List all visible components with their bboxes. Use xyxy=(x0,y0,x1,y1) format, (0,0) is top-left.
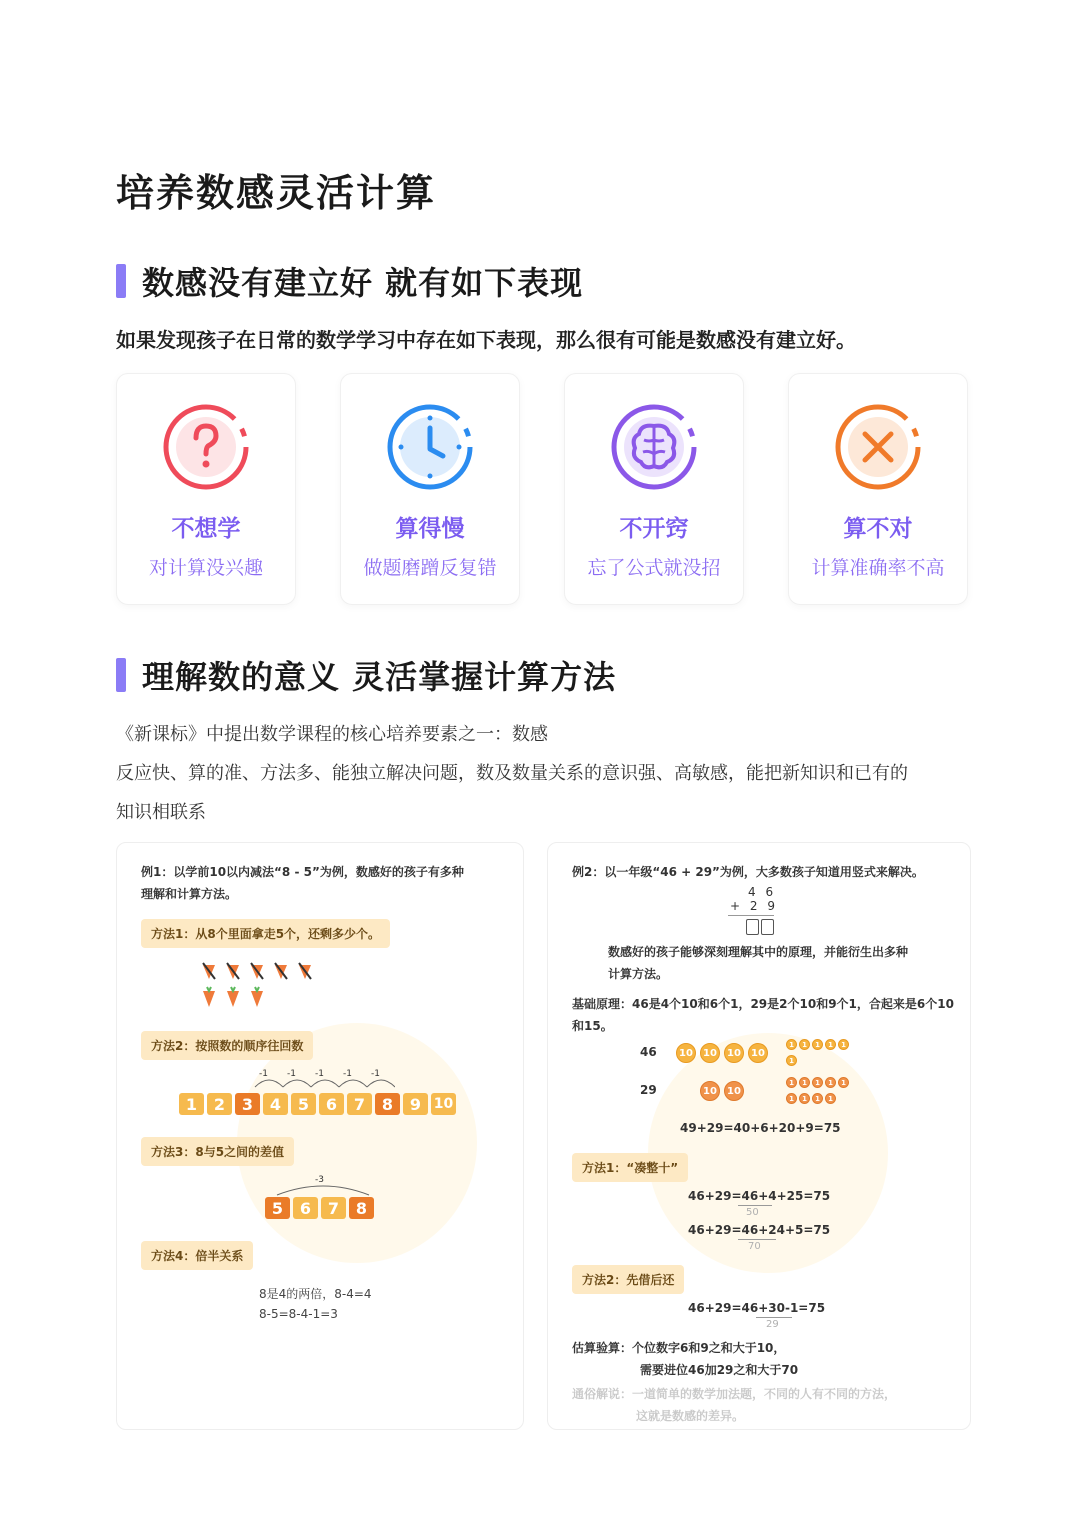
number-box: 3 xyxy=(235,1093,260,1115)
card-title: 算得慢 xyxy=(395,516,465,542)
one-coin: 1 xyxy=(825,1039,836,1050)
estimate-check: 需要进位46加29之和大于70 xyxy=(640,1363,799,1377)
basic-principle: 基础原理：46是4个10和6个1，29是2个10和9个1，合起来是6个10 xyxy=(572,997,954,1011)
ten-coin: 10 xyxy=(700,1043,720,1063)
one-coin: 1 xyxy=(812,1093,823,1104)
method-tag: 方法3：8与5之间的差值 xyxy=(141,1137,294,1166)
number-label: 29 xyxy=(640,1083,657,1097)
description: 数感好的孩子能够深刻理解其中的原理，并能衍生出多种 xyxy=(608,945,909,959)
vertical-top: 4 6 xyxy=(748,885,777,899)
minus-label: -1 xyxy=(315,1069,324,1079)
sum-equation: 49+29=40+6+20+9=75 xyxy=(680,1121,841,1135)
clock-icon xyxy=(387,404,473,490)
example-panel-1 xyxy=(116,842,524,1430)
paragraph: 知识相联系 xyxy=(116,802,206,823)
symptom-card xyxy=(788,373,968,605)
one-coin: 1 xyxy=(799,1077,810,1088)
minus-label: -1 xyxy=(287,1069,296,1079)
section-marker xyxy=(116,264,126,298)
paragraph: 反应快、算的准、方法多、能独立解决问题，数及数量关系的意识强、高敏感，能把新知识和已有的 xyxy=(116,763,908,784)
answer-boxes xyxy=(746,919,774,935)
method-tag: 方法4：倍半关系 xyxy=(141,1241,253,1270)
one-coin: 1 xyxy=(838,1077,849,1088)
tens-coins xyxy=(676,1043,768,1063)
one-coin: 1 xyxy=(838,1039,849,1050)
one-coin: 1 xyxy=(786,1039,797,1050)
symptom-card xyxy=(564,373,744,605)
method-tag: 方法2：按照数的顺序往回数 xyxy=(141,1031,313,1060)
paragraph: 《新课标》中提出数学课程的核心培养要素之一：数感 xyxy=(116,724,548,745)
number-label: 46 xyxy=(640,1045,657,1059)
example-title: 例2：以一年级“46 + 29”为例，大多数孩子知道用竖式来解决。 xyxy=(572,865,924,879)
minus-label: -1 xyxy=(343,1069,352,1079)
vertical-line xyxy=(728,915,774,916)
section-marker xyxy=(116,658,126,692)
equation: 46+29=46+4+25=75 xyxy=(688,1189,831,1203)
number-line xyxy=(179,1093,456,1115)
underline xyxy=(738,1239,776,1240)
one-coin: 1 xyxy=(786,1093,797,1104)
ones-coins xyxy=(786,1077,849,1088)
number-box: 5 xyxy=(291,1093,316,1115)
one-coin: 1 xyxy=(786,1055,797,1066)
one-coin: 1 xyxy=(799,1039,810,1050)
vertical-mid: + 2 9 xyxy=(730,899,778,913)
cross-icon xyxy=(835,404,921,490)
symptom-cards xyxy=(116,373,968,605)
underline xyxy=(738,1205,772,1206)
number-line-short xyxy=(265,1197,374,1219)
method-tag: 方法1：“凑整十” xyxy=(572,1153,688,1182)
card-title: 算不对 xyxy=(843,516,913,542)
explanation-note: 通俗解说：一道简单的数学加法题，不同的人有不同的方法， xyxy=(572,1387,897,1401)
explanation-note: 这就是数感的差异。 xyxy=(636,1409,745,1423)
number-box: 1 xyxy=(179,1093,204,1115)
ten-coin: 10 xyxy=(724,1081,744,1101)
method-text: 8-5=8-4-1=3 xyxy=(259,1307,338,1321)
symptom-card xyxy=(340,373,520,605)
section-heading-2 xyxy=(116,652,616,698)
example-title: 例1：以学前10以内减法“8 - 5”为例，数感好的孩子有多种 xyxy=(141,865,464,879)
number-box: 8 xyxy=(349,1197,374,1219)
question-icon xyxy=(163,404,249,490)
ten-coin: 10 xyxy=(748,1043,768,1063)
method-text: 8是4的两倍，8-4=4 xyxy=(259,1287,372,1301)
card-subtitle: 对计算没兴趣 xyxy=(148,557,263,579)
ten-coin: 10 xyxy=(724,1043,744,1063)
ones-coins xyxy=(786,1093,836,1104)
number-box: 7 xyxy=(347,1093,372,1115)
ten-coin: 10 xyxy=(676,1043,696,1063)
section-title: 数感没有建立好 就有如下表现 xyxy=(142,264,584,302)
equation: 46+29=46+24+5=75 xyxy=(688,1223,831,1237)
card-title: 不想学 xyxy=(171,516,241,542)
number-box: 8 xyxy=(375,1093,400,1115)
method-tag: 方法1：从8个里面拿走5个，还剩多少个。 xyxy=(141,919,390,948)
example-title-cont: 理解和计算方法。 xyxy=(141,887,238,901)
section-intro: 如果发现孩子在日常的数学学习中存在如下表现，那么很有可能是数感没有建立好。 xyxy=(116,328,856,352)
number-box: 2 xyxy=(207,1093,232,1115)
ones-coins xyxy=(786,1055,797,1066)
brain-icon xyxy=(611,404,697,490)
number-box: 6 xyxy=(319,1093,344,1115)
page-title: 培养数感灵活计算 xyxy=(116,171,437,215)
card-title: 不开窍 xyxy=(619,516,689,542)
example-panel-2 xyxy=(547,842,971,1430)
card-subtitle: 做题磨蹭反复错 xyxy=(363,557,497,579)
one-coin: 1 xyxy=(825,1077,836,1088)
number-box: 4 xyxy=(263,1093,288,1115)
equation: 46+29=46+30-1=75 xyxy=(688,1301,826,1315)
answer-box xyxy=(761,919,774,935)
equation-note: 29 xyxy=(766,1319,779,1330)
carrot-icons xyxy=(201,959,321,1011)
one-coin: 1 xyxy=(825,1093,836,1104)
method-tag: 方法2：先借后还 xyxy=(572,1265,684,1294)
one-coin: 1 xyxy=(812,1077,823,1088)
number-box: 9 xyxy=(403,1093,428,1115)
section-heading-1 xyxy=(116,258,583,304)
minus-label: -3 xyxy=(315,1175,324,1185)
answer-box xyxy=(746,919,759,935)
number-box: 5 xyxy=(265,1197,290,1219)
equation-note: 50 xyxy=(746,1207,759,1218)
basic-principle: 和15。 xyxy=(572,1019,613,1033)
one-coin: 1 xyxy=(799,1093,810,1104)
number-box: 10 xyxy=(431,1093,456,1115)
underline xyxy=(756,1317,792,1318)
section-title: 理解数的意义 灵活掌握计算方法 xyxy=(142,658,617,696)
estimate-check: 估算验算：个位数字6和9之和大于10， xyxy=(572,1341,786,1355)
equation-note: 70 xyxy=(748,1241,761,1252)
minus-label: -1 xyxy=(259,1069,268,1079)
number-box: 7 xyxy=(321,1197,346,1219)
symptom-card xyxy=(116,373,296,605)
tens-coins xyxy=(700,1081,744,1101)
one-coin: 1 xyxy=(812,1039,823,1050)
ones-coins xyxy=(786,1039,849,1050)
ten-coin: 10 xyxy=(700,1081,720,1101)
description: 计算方法。 xyxy=(608,967,669,981)
card-subtitle: 计算准确率不高 xyxy=(811,557,945,579)
one-coin: 1 xyxy=(786,1077,797,1088)
minus-label: -1 xyxy=(371,1069,380,1079)
card-subtitle: 忘了公式就没招 xyxy=(587,557,721,579)
number-box: 6 xyxy=(293,1197,318,1219)
